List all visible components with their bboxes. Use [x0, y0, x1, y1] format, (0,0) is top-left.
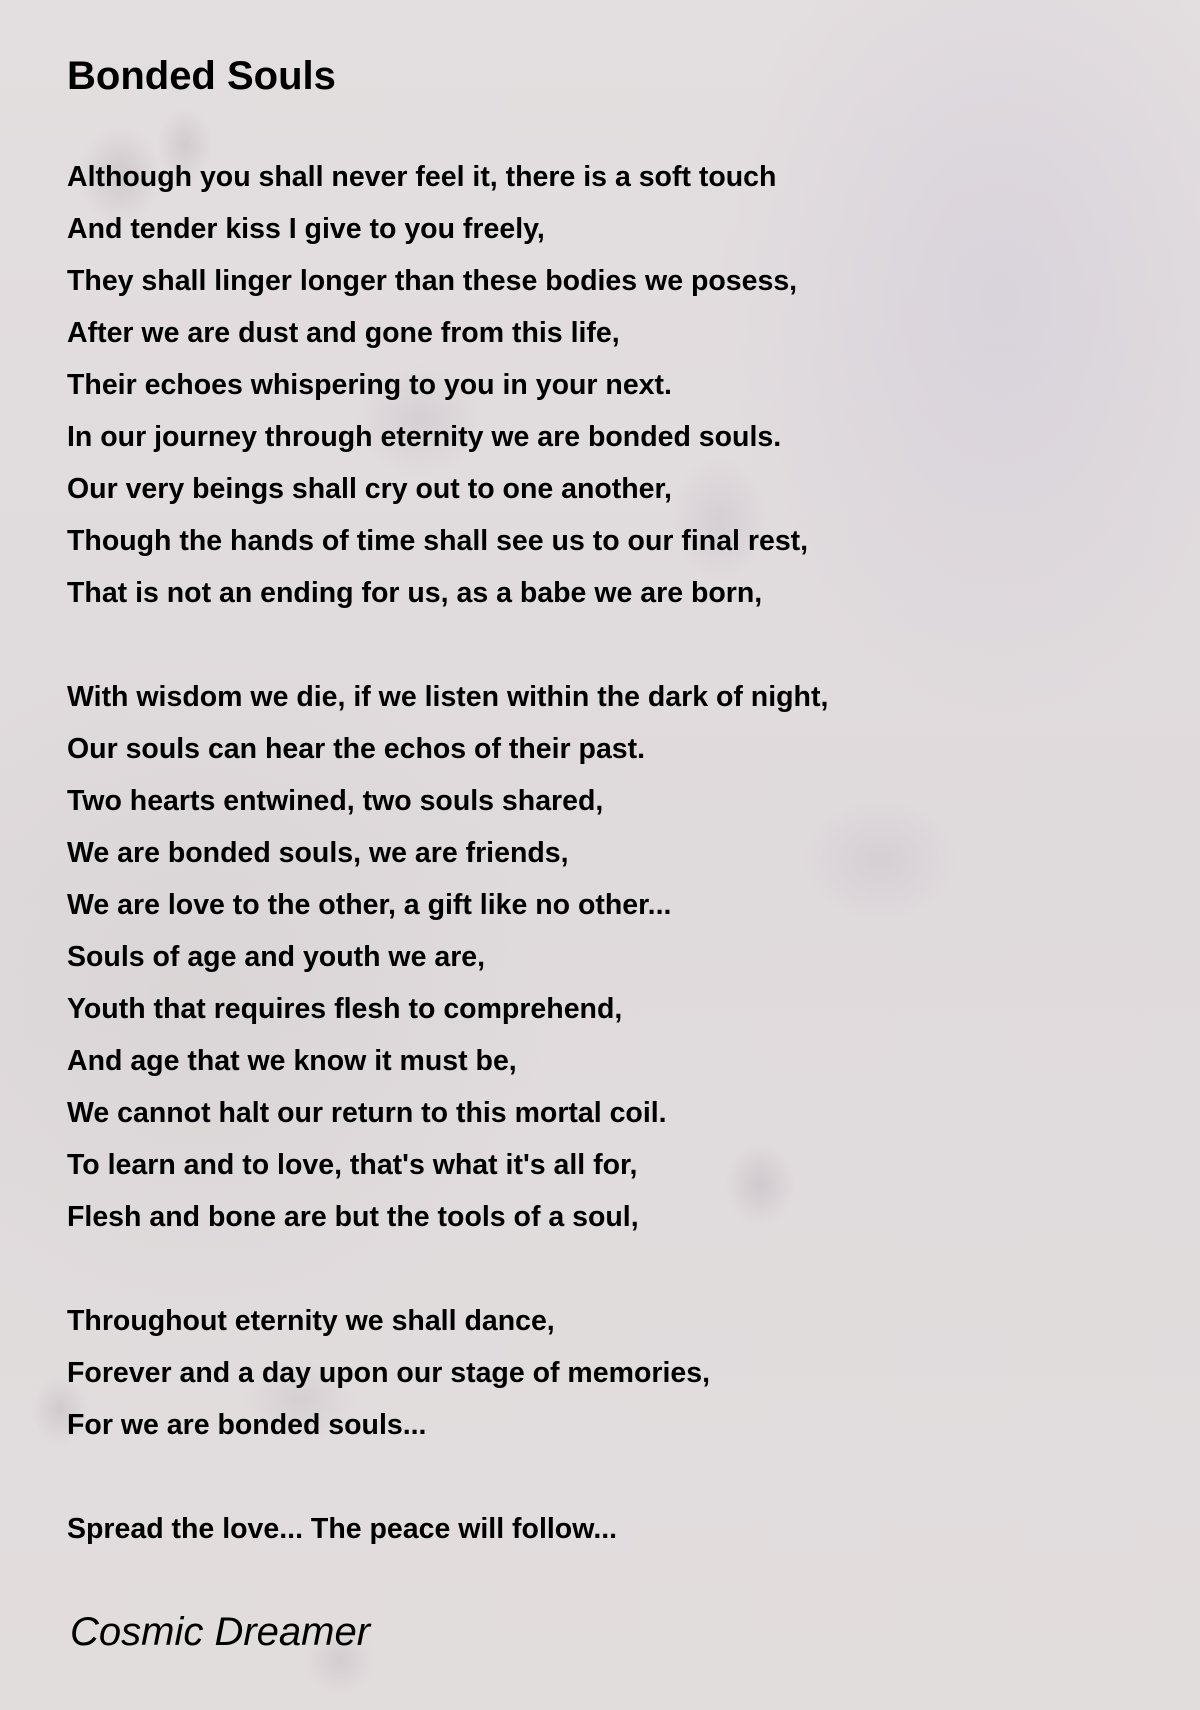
poem-author: Cosmic Dreamer [70, 1610, 371, 1654]
poem-line: In our journey through eternity we are bonded souls. [67, 421, 782, 453]
poem-title: Bonded Souls [67, 54, 336, 98]
poem-line: To learn and to love, that's what it's all for, [67, 1149, 638, 1181]
poem-line: We cannot halt our return to this mortal coil. [67, 1097, 667, 1129]
poem-line: And tender kiss I give to you freely, [67, 213, 545, 245]
stanza-3 [67, 1295, 828, 1451]
poem-line: Their echoes whispering to you in your next. [67, 369, 672, 401]
poem-body [67, 151, 828, 1555]
poem-line: That is not an ending for us, as a babe we are born, [67, 577, 763, 609]
poem-line: Two hearts entwined, two souls shared, [67, 785, 604, 817]
poem-line: Although you shall never feel it, there is a soft touch [67, 161, 777, 193]
poem-line: Though the hands of time shall see us to our final rest, [67, 525, 809, 557]
poem-line: Throughout eternity we shall dance, [67, 1305, 555, 1337]
poem-line: We are bonded souls, we are friends, [67, 837, 569, 869]
poem-line: With wisdom we die, if we listen within the dark of night, [67, 681, 829, 713]
poem-line: They shall linger longer than these bodies we posess, [67, 265, 798, 297]
stanza-2 [67, 671, 828, 1243]
poem-line: After we are dust and gone from this life, [67, 317, 620, 349]
stanza-1 [67, 151, 828, 619]
poem-line: Forever and a day upon our stage of memories, [67, 1357, 710, 1389]
poem-line: And age that we know it must be, [67, 1045, 517, 1077]
stanza-break [67, 619, 828, 671]
stanza-4 [67, 1503, 828, 1555]
poem-line: For we are bonded souls... [67, 1409, 427, 1441]
poem-line: Spread the love... The peace will follow... [67, 1513, 618, 1545]
poem-line: Flesh and bone are but the tools of a soul, [67, 1201, 639, 1233]
stanza-break [67, 1451, 828, 1503]
poem-line: Our very beings shall cry out to one another, [67, 473, 672, 505]
poem-line: We are love to the other, a gift like no other... [67, 889, 672, 921]
stanza-break [67, 1243, 828, 1295]
poem-line: Youth that requires flesh to comprehend, [67, 993, 623, 1025]
poem-line: Our souls can hear the echos of their past. [67, 733, 646, 765]
poem-line: Souls of age and youth we are, [67, 941, 486, 973]
